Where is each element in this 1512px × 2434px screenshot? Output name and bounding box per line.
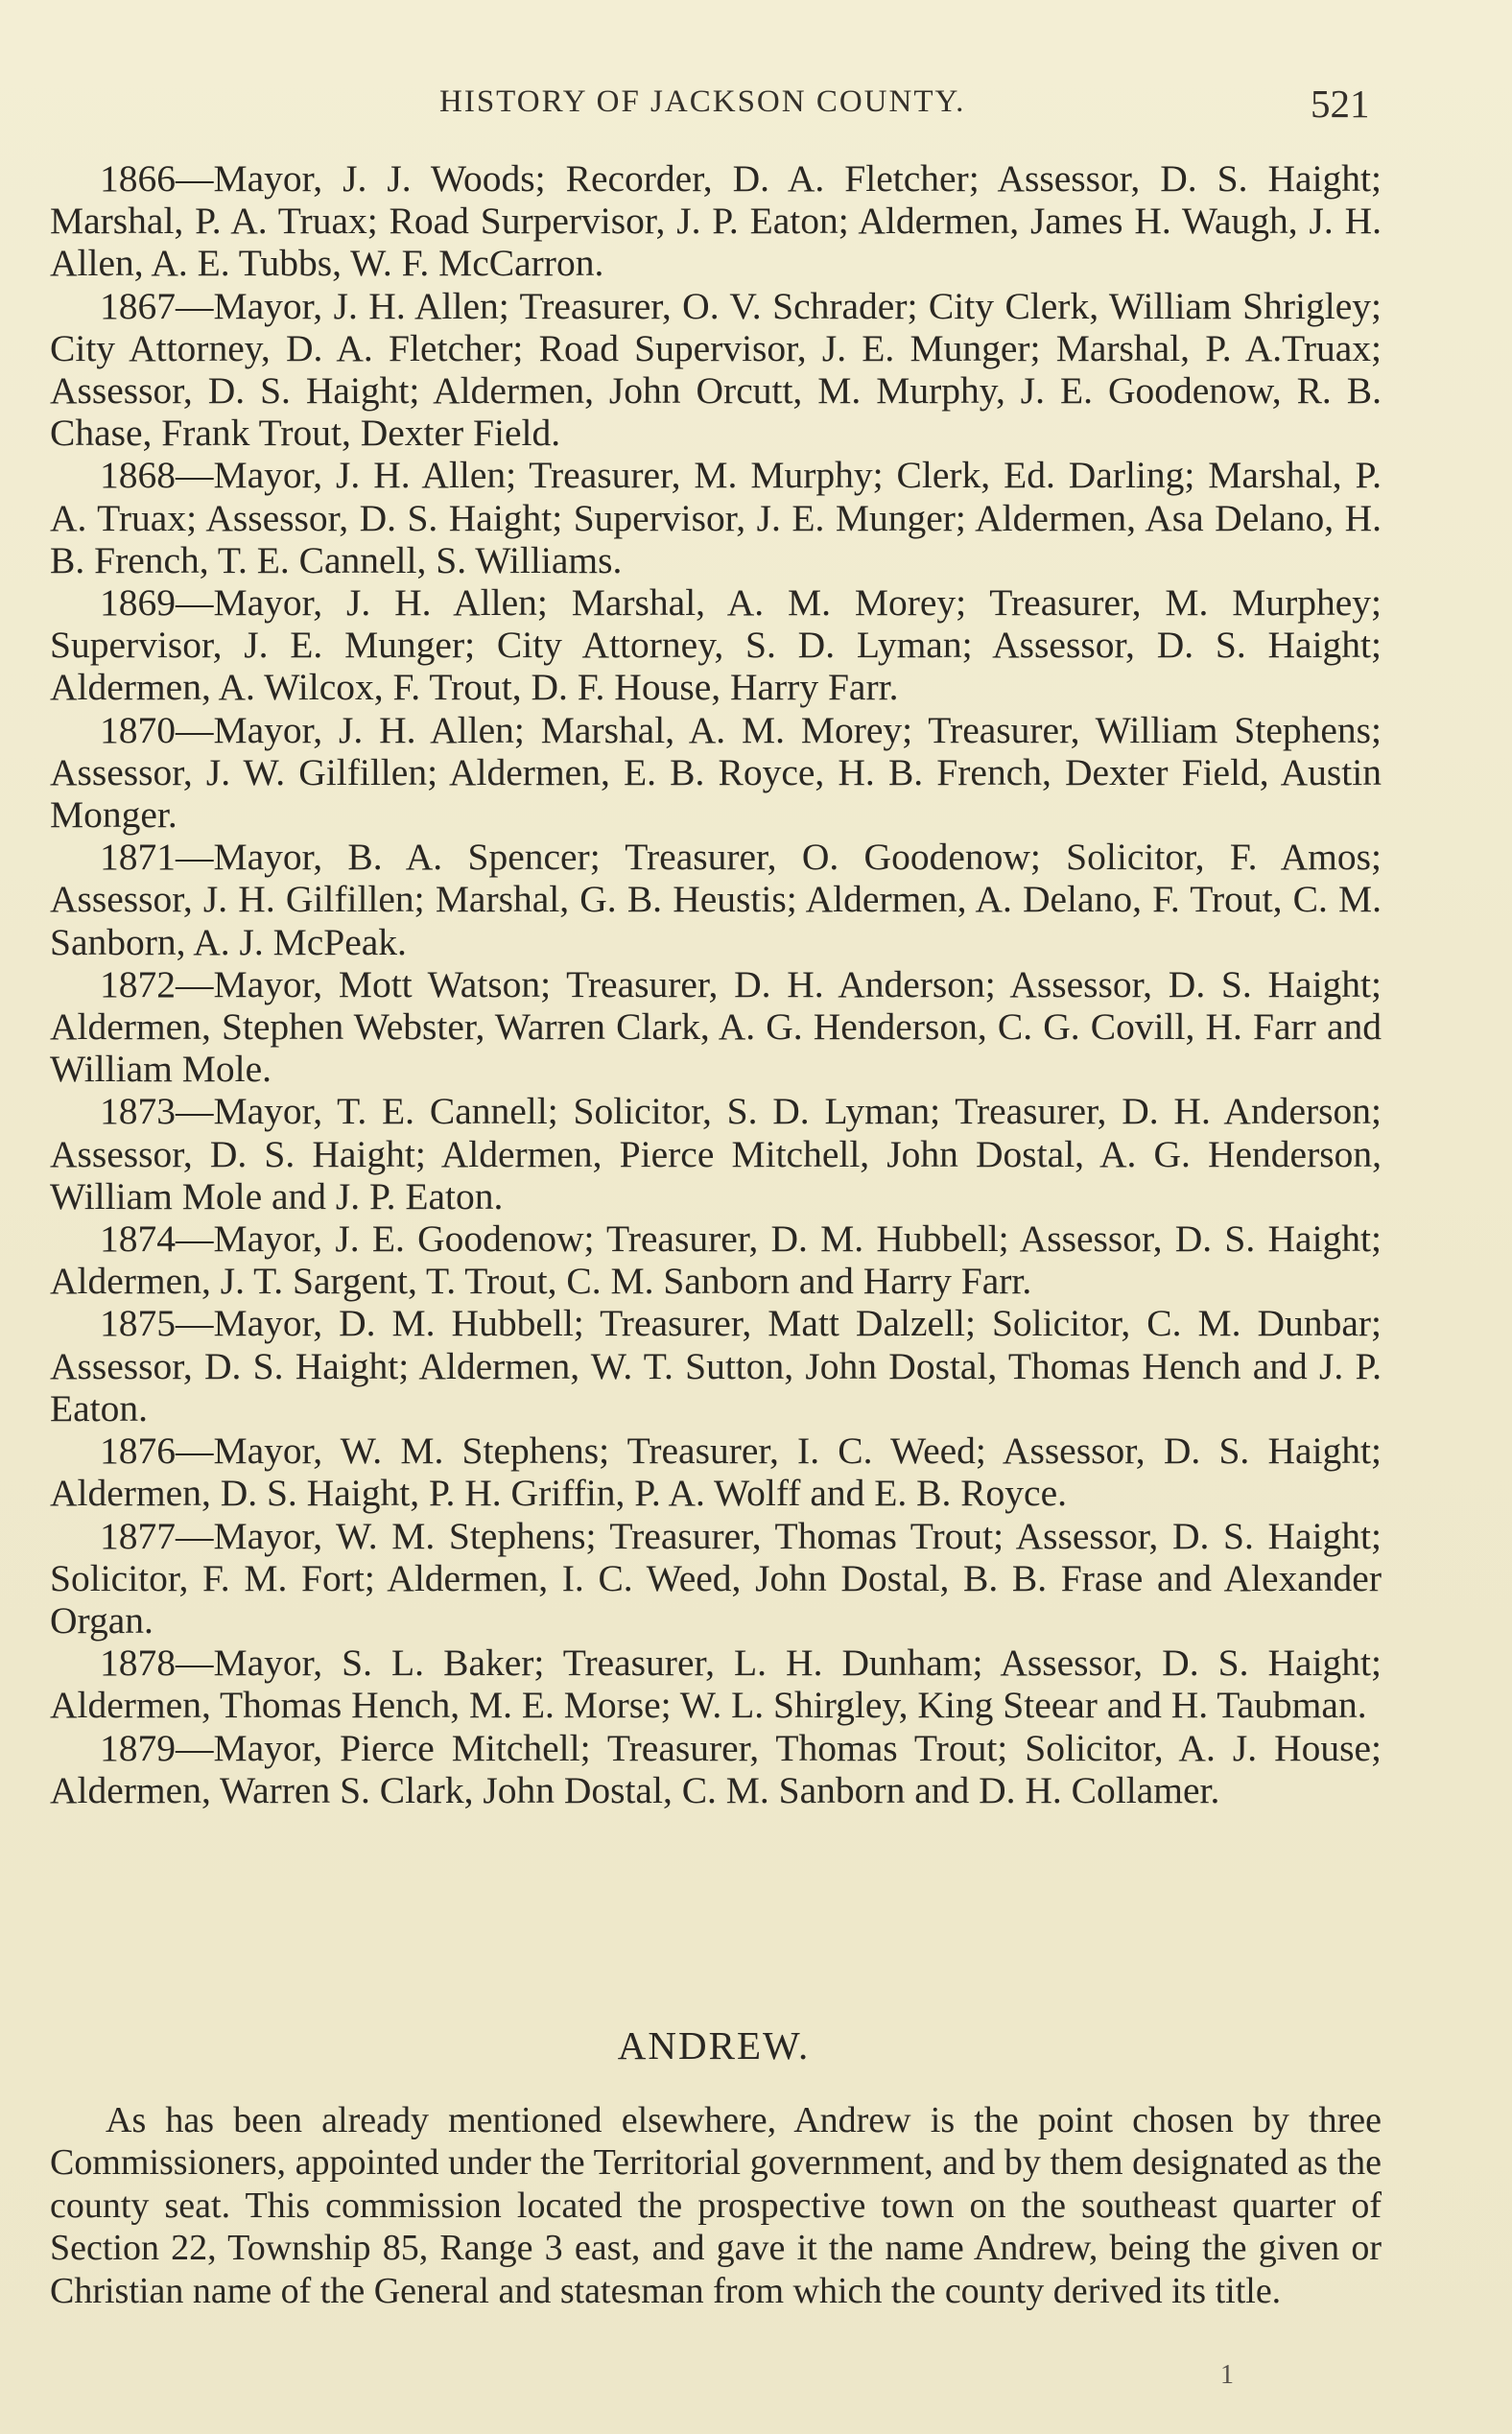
entry-1867: 1867—Mayor, J. H. Allen; Treasurer, O. V. Schrader; City Clerk, William Shrigley; City Attorney, D. A. Fletcher; Road Supervisor, J. E. Munger; Marshal, P. A.Truax; Assessor, D. S. Haight; Aldermen, John Orcutt, M. Murphy, J. E. Goodenow, R. B. Chase, Frank Trout, Dexter Field. bbox=[50, 284, 1382, 455]
section-body bbox=[50, 2099, 1382, 2312]
section-heading: ANDREW. bbox=[617, 2023, 811, 2068]
entry-1878: 1878—Mayor, S. L. Baker; Treasurer, L. H. Dunham; Assessor, D. S. Haight; Aldermen, Thomas Hench, M. E. Morse; W. L. Shirgley, King Steear and H. Taubman. bbox=[50, 1642, 1382, 1727]
entry-1879: 1879—Mayor, Pierce Mitchell; Treasurer, Thomas Trout; Solicitor, A. J. House; Aldermen, Warren S. Clark, John Dostal, C. M. Sanborn and D. H. Collamer. bbox=[50, 1726, 1382, 1811]
entry-1876: 1876—Mayor, W. M. Stephens; Treasurer, I. C. Weed; Assessor, D. S. Haight; Aldermen, D. S. Haight, P. H. Griffin, P. A. Wolff and E. B. Royce. bbox=[50, 1430, 1382, 1515]
section-paragraph: As has been already mentioned elsewhere, Andrew is the point chosen by three Commissioners, appointed under the Territorial government, and by them designated as the county seat. This commission located the prospective town on the southeast quarter of Section 22, Township 85, Range 3 east, and gave it the name Andrew, being the given or Christian name of the General and statesman from which the county derived its title. bbox=[50, 2100, 1382, 2311]
entry-1871: 1871—Mayor, B. A. Spencer; Treasurer, O. Goodenow; Solicitor, F. Amos; Assessor, J. H. Gilfillen; Marshal, G. B. Heustis; Aldermen, A. Delano, F. Trout, C. M. Sanborn, A. J. McPeak. bbox=[50, 836, 1382, 963]
entry-1875: 1875—Mayor, D. M. Hubbell; Treasurer, Matt Dalzell; Solicitor, C. M. Dunbar; Assessor, D. S. Haight; Aldermen, W. T. Sutton, John Dostal, Thomas Hench and J. P. Eaton. bbox=[50, 1302, 1382, 1430]
entry-1868: 1868—Mayor, J. H. Allen; Treasurer, M. Murphy; Clerk, Ed. Darling; Marshal, P. A. Truax; Assessor, D. S. Haight; Supervisor, J. E. Munger; Aldermen, Asa Delano, H. B. French, T. E. Cannell, S. Williams. bbox=[50, 454, 1382, 581]
entry-1870: 1870—Mayor, J. H. Allen; Marshal, A. M. Morey; Treasurer, William Stephens; Assessor, J. W. Gilfillen; Aldermen, E. B. Royce, H. B. French, Dexter Field, Austin Monger. bbox=[50, 708, 1382, 837]
entry-1873: 1873—Mayor, T. E. Cannell; Solicitor, S. D. Lyman; Treasurer, D. H. Anderson; Assessor, D. S. Haight; Aldermen, Pierce Mitchell, John Dostal, A. G. Henderson, William Mole and J. P. Eaton. bbox=[50, 1090, 1382, 1217]
entry-1874: 1874—Mayor, J. E. Goodenow; Treasurer, D. M. Hubbell; Assessor, D. S. Haight; Aldermen, J. T. Sargent, T. Trout, C. M. Sanborn and Harry Farr. bbox=[50, 1217, 1382, 1303]
entry-1869: 1869—Mayor, J. H. Allen; Marshal, A. M. Morey; Treasurer, M. Murphey; Supervisor, J. E. Munger; City Attorney, S. D. Lyman; Assessor, D. S. Haight; Aldermen, A. Wilcox, F. Trout, D. F. House, Harry Farr. bbox=[50, 581, 1382, 709]
page-number: 521 bbox=[1311, 82, 1370, 126]
entry-1877: 1877—Mayor, W. M. Stephens; Treasurer, Thomas Trout; Assessor, D. S. Haight; Solicitor, F. M. Fort; Aldermen, I. C. Weed, John Dostal, B. B. Frase and Alexander Organ. bbox=[50, 1514, 1382, 1642]
running-title: HISTORY OF JACKSON COUNTY. bbox=[439, 84, 966, 119]
entry-1872: 1872—Mayor, Mott Watson; Treasurer, D. H. Anderson; Assessor, D. S. Haight; Aldermen, Stephen Webster, Warren Clark, A. G. Henderson, C. G. Covill, H. Farr and William Mole. bbox=[50, 962, 1382, 1091]
signature-mark: 1 bbox=[1220, 2360, 1234, 2390]
entry-1866: 1866—Mayor, J. J. Woods; Recorder, D. A. Fletcher; Assessor, D. S. Haight; Marshal, P. A. Truax; Road Surpervisor, J. P. Eaton; Aldermen, James H. Waugh, J. H. Allen, A. E. Tubbs, W. F. McCarron. bbox=[50, 157, 1382, 285]
officer-list bbox=[50, 157, 1382, 1811]
